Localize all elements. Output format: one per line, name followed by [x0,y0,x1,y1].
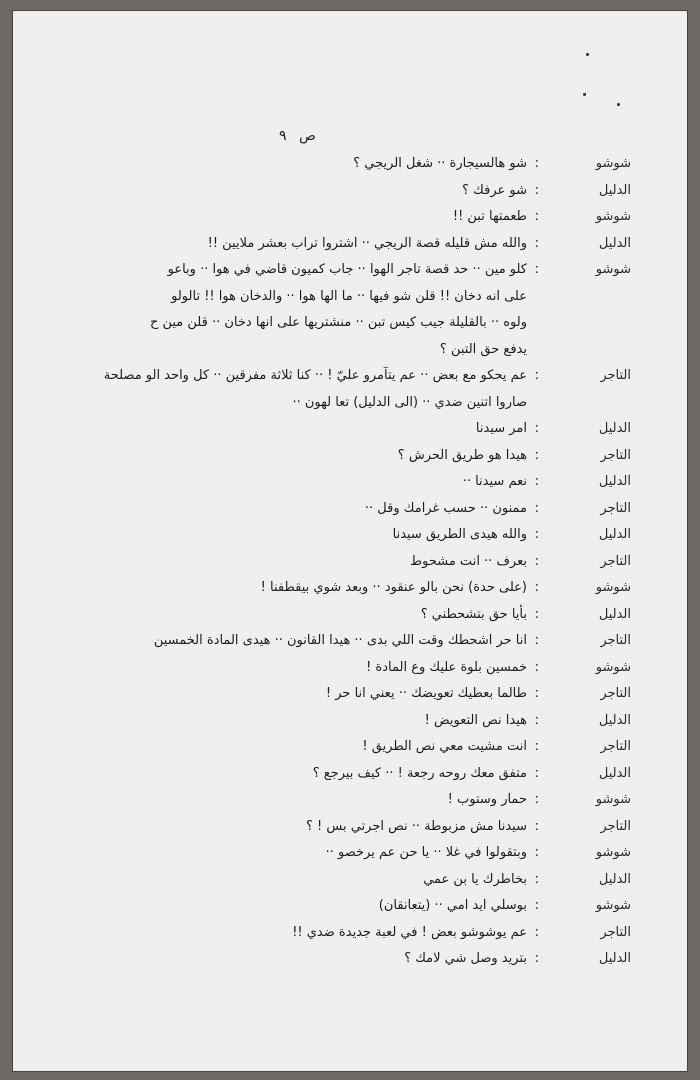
dialogue-line [13,739,687,763]
dialogue-text: وبتقولوا في غلا ·· يا حن عم يرخصو ·· [325,845,527,860]
dialogue-line [13,607,687,631]
dialogue-text: هيدا نص التعويض ! [424,712,527,728]
speaker-name: الدليل [598,765,631,781]
speaker-name: التاجر [600,818,631,834]
dialogue-text: يدفع حق التبن ؟ [439,341,527,357]
dialogue-line [13,421,687,445]
page-label: ص [298,128,316,144]
colon-separator: : [534,262,539,277]
dialogue-line [13,262,687,286]
dialogue-text: طعمتها تبن !! [452,209,527,224]
dialogue-continuation-line [13,315,687,339]
dialogue-text: امر سيدنا [475,421,527,436]
dialogue-text: على انه دخان !! قلن شو فيها ·· ما الها هوا ·· والدخان هوا !! تالولو [171,288,527,304]
speaker-name: التاجر [600,368,631,383]
dialogue-line [13,448,687,472]
colon-separator: : [534,633,539,648]
dialogue-text: انت مشيت معي نص الطريق ! [362,739,527,754]
page-number-value: ٩ [279,128,287,144]
dialogue-continuation-line [13,395,687,419]
dialogue-text: خمسين بلوة عليك وع المادة ! [366,659,527,675]
dialogue-line [13,792,687,816]
speaker-name: الدليل [598,527,631,542]
colon-separator: : [534,580,539,595]
dialogue-line [13,156,687,180]
speck [586,53,589,56]
colon-separator: : [534,606,539,622]
speaker-name: التاجر [600,633,631,648]
speaker-name: الدليل [598,951,631,966]
dialogue-text: بتريد وصل شي لامك ؟ [404,951,527,966]
dialogue-line [13,686,687,710]
speaker-name: الدليل [598,474,631,489]
dialogue-text: عم يوشوشو بعض ! في لعبة جديدة ضدي !! [292,924,527,940]
colon-separator: : [534,659,539,675]
speaker-name: الدليل [598,235,631,251]
colon-separator: : [534,235,539,251]
speaker-name: الدليل [598,712,631,728]
colon-separator: : [534,182,539,198]
colon-separator: : [534,447,539,463]
speaker-name: شوشو [595,845,631,860]
dialogue-line [13,209,687,233]
speck [617,103,620,106]
dialogue-line [13,236,687,260]
speaker-name: شوشو [595,580,631,595]
dialogue-line [13,501,687,525]
dialogue-text: بعرف ·· انت مشحوط [410,553,527,569]
dialogue-line [13,183,687,207]
dialogue-text: ولوه ·· بالقليلة جيب كيس تبن ·· منشتريها على انها دخان ·· قلن مين ح [149,315,527,330]
dialogue-text: بوسلي ايد امي ·· (يتعانقان) [378,898,527,913]
speaker-name: التاجر [600,553,631,569]
dialogue-continuation-line [13,289,687,313]
dialogue-text: نعم سيدنا ·· [462,474,527,489]
speaker-name: التاجر [600,447,631,463]
colon-separator: : [534,500,539,516]
dialogue-line [13,580,687,604]
dialogue-text: صاروا اتنين ضدي ·· (الى الدليل) تعا لهون ·· [292,394,527,410]
dialogue-line [13,368,687,392]
dialogue-line [13,713,687,737]
colon-separator: : [534,209,539,224]
dialogue-text: (على حدة) نحن بالو عنقود ·· وبعد شوي بيقطفنا ! [260,580,527,595]
colon-separator: : [534,474,539,489]
colon-separator: : [534,845,539,860]
speaker-name: الدليل [598,606,631,622]
speaker-name: شوشو [595,898,631,913]
speaker-name: شوشو [595,156,631,171]
dialogue-line [13,925,687,949]
dialogue-text: بخاطرك يا بن عمي [423,871,527,887]
colon-separator: : [534,765,539,781]
dialogue-text: والله هيدى الطريق سيدنا [392,527,527,542]
dialogue-text: شو عرفك ؟ [462,182,527,198]
speaker-name: التاجر [600,500,631,516]
colon-separator: : [534,686,539,701]
speaker-name: شوشو [595,792,631,807]
dialogue-text: متفق معك روحه رجعة ! ·· كيف بيرجع ؟ [312,765,527,781]
colon-separator: : [534,951,539,966]
dialogue-text: سيدنا مش مزبوطة ·· نص اجرتي بس ! ؟ [306,818,527,834]
speaker-name: التاجر [600,739,631,754]
dialogue-line [13,845,687,869]
document-page [12,10,688,1072]
dialogue-text: ممنون ·· حسب غرامك وقل ·· [364,500,527,516]
dialogue-line [13,766,687,790]
dialogue-text: هيدا هو طريق الحرش ؟ [397,447,527,463]
dialogue-line [13,633,687,657]
colon-separator: : [534,368,539,383]
page-number [275,128,320,144]
colon-separator: : [534,792,539,807]
dialogue-continuation-line [13,342,687,366]
dialogue-text: طالما بعطيك تعويضك ·· يعني انا حر ! [325,686,527,701]
speaker-name: الدليل [598,421,631,436]
dialogue-text: والله مش قليله قصة الريجي ·· اشتروا تراب بعشر ملايين !! [207,235,527,251]
colon-separator: : [534,924,539,940]
dialogue-line [13,872,687,896]
colon-separator: : [534,739,539,754]
dialogue-line [13,819,687,843]
dialogue-line [13,898,687,922]
speaker-name: شوشو [595,209,631,224]
dialogue-line [13,951,687,975]
dialogue-line [13,527,687,551]
dialogue-text: كلو مين ·· حد قصة تاجر الهوا ·· جاب كميون قاضي في هوا ·· وباعو [167,262,527,277]
dialogue-text: انا حر اشحطك وقت اللي بدى ·· هيدا القانون ·· هيدى المادة الخمسين [153,633,527,648]
colon-separator: : [534,871,539,887]
speaker-name: التاجر [600,686,631,701]
colon-separator: : [534,553,539,569]
dialogue-line [13,554,687,578]
dialogue-line [13,660,687,684]
speaker-name: الدليل [598,182,631,198]
dialogue-text: شو هالسيجارة ·· شغل الريجي ؟ [353,156,527,171]
colon-separator: : [534,712,539,728]
dialogue-text: بأيا حق بتشحطني ؟ [420,606,527,622]
dialogue-text: حمار وستوب ! [447,792,527,807]
colon-separator: : [534,818,539,834]
colon-separator: : [534,421,539,436]
speaker-name: الدليل [598,871,631,887]
colon-separator: : [534,898,539,913]
speaker-name: شوشو [595,659,631,675]
dialogue-line [13,474,687,498]
speaker-name: شوشو [595,262,631,277]
speaker-name: التاجر [600,924,631,940]
speck [583,93,586,96]
dialogue-text: عم يحكو مع بعض ·· عم يتآمرو عليّ ! ·· كنا ثلاثة مفرقين ·· كل واحد الو مصلحة [103,368,527,383]
colon-separator: : [534,527,539,542]
colon-separator: : [534,156,539,171]
